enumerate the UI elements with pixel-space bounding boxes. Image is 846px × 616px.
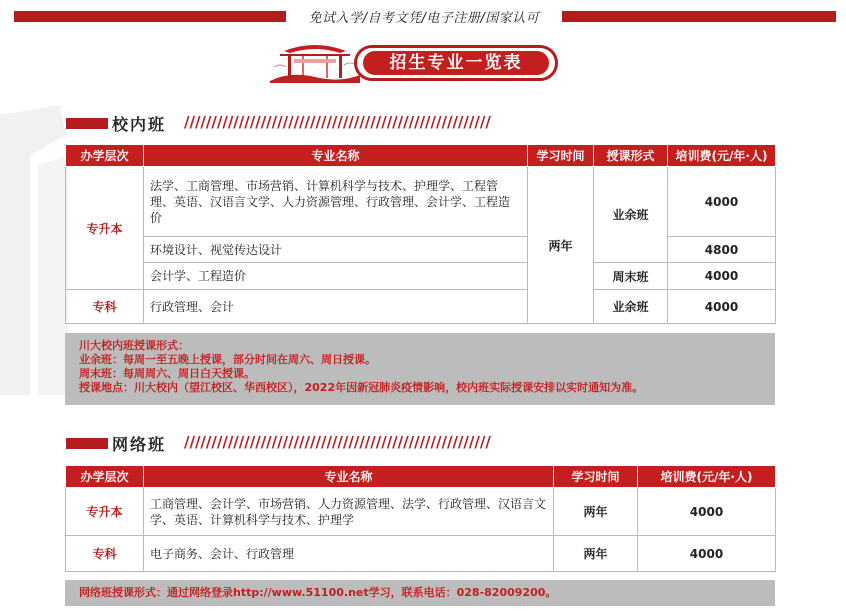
major-cell: 工商管理、会计学、市场营销、人力资源管理、法学、行政管理、汉语言文学、英语、计算机科学与技术、护理学 bbox=[144, 488, 554, 536]
top-banner bbox=[14, 8, 836, 25]
fee-cell: 4000 bbox=[638, 536, 776, 572]
header-level: 办学层次 bbox=[66, 145, 144, 167]
study-time-cell: 两年 bbox=[554, 536, 638, 572]
banner-text: 免试入学/自考文凭/电子注册/国家认可 bbox=[308, 11, 540, 26]
major-cell: 会计学、工程造价 bbox=[144, 263, 528, 290]
banner-bar-left bbox=[14, 11, 286, 22]
study-time-cell: 两年 bbox=[554, 488, 638, 536]
table-header-row bbox=[66, 466, 776, 488]
section-slash-decor: //////////////////////////////////////////////////////// bbox=[184, 113, 491, 131]
page-title: 招生专业一览表 bbox=[363, 51, 549, 75]
title-area bbox=[270, 37, 570, 85]
campus-notes bbox=[65, 333, 775, 405]
major-cell: 环境设计、视觉传达设计 bbox=[144, 237, 528, 263]
note-line: 周末班：每周周六、周日白天授课。 bbox=[79, 367, 255, 380]
campus-section-header bbox=[66, 113, 774, 133]
study-time-cell: 两年 bbox=[528, 167, 594, 324]
form-cell: 业余班 bbox=[594, 290, 668, 324]
table-row bbox=[66, 237, 776, 263]
section-marker bbox=[66, 118, 108, 129]
online-note: 网络班授课形式：通过网络登录http://www.51100.net学习，联系电话：028-82009200。 bbox=[65, 580, 775, 606]
pavilion-icon bbox=[270, 37, 360, 83]
fee-cell: 4000 bbox=[668, 263, 776, 290]
level-cell: 专升本 bbox=[66, 167, 144, 290]
major-cell: 行政管理、会计 bbox=[144, 290, 528, 324]
major-cell: 法学、工商管理、市场营销、计算机科学与技术、护理学、工程管理、英语、汉语言文学、人力资源管理、行政管理、会计学、工程造价 bbox=[144, 167, 528, 237]
table-row bbox=[66, 263, 776, 290]
note-line: 授课地点：川大校内（望江校区、华西校区），2022年因新冠肺炎疫情影响，校内班实际授课安排以实时通知为准。 bbox=[79, 381, 644, 394]
header-major: 专业名称 bbox=[144, 145, 528, 167]
title-pill bbox=[354, 45, 558, 81]
level-cell: 专升本 bbox=[66, 488, 144, 536]
fee-cell: 4800 bbox=[668, 237, 776, 263]
fee-cell: 4000 bbox=[638, 488, 776, 536]
level-cell: 专科 bbox=[66, 290, 144, 324]
section-slash-decor: //////////////////////////////////////////////////////// bbox=[184, 433, 491, 451]
header-fee: 培训费(元/年·人) bbox=[638, 466, 776, 488]
form-cell: 业余班 bbox=[594, 167, 668, 263]
table-row bbox=[66, 488, 776, 536]
major-cell: 电子商务、会计、行政管理 bbox=[144, 536, 554, 572]
header-fee: 培训费(元/年·人) bbox=[668, 145, 776, 167]
section-marker bbox=[66, 438, 108, 449]
header-level: 办学层次 bbox=[66, 466, 144, 488]
header-time: 学习时间 bbox=[528, 145, 594, 167]
table-row bbox=[66, 536, 776, 572]
table-row bbox=[66, 290, 776, 324]
online-section-header bbox=[66, 433, 774, 453]
header-major: 专业名称 bbox=[144, 466, 554, 488]
fee-cell: 4000 bbox=[668, 167, 776, 237]
header-form: 授课形式 bbox=[594, 145, 668, 167]
table-header-row bbox=[66, 145, 776, 167]
online-section-title: 网络班 bbox=[112, 435, 167, 454]
campus-section-title: 校内班 bbox=[112, 115, 167, 134]
banner-bar-right bbox=[562, 11, 836, 22]
table-row bbox=[66, 167, 776, 237]
watermark-graphic bbox=[0, 95, 70, 395]
note-line: 川大校内班授课形式： bbox=[79, 339, 189, 352]
online-table bbox=[65, 465, 776, 572]
note-line: 业余班：每周一至五晚上授课，部分时间在周六、周日授课。 bbox=[79, 353, 376, 366]
form-cell: 周末班 bbox=[594, 263, 668, 290]
level-cell: 专科 bbox=[66, 536, 144, 572]
fee-cell: 4000 bbox=[668, 290, 776, 324]
header-time: 学习时间 bbox=[554, 466, 638, 488]
campus-table bbox=[65, 144, 776, 324]
